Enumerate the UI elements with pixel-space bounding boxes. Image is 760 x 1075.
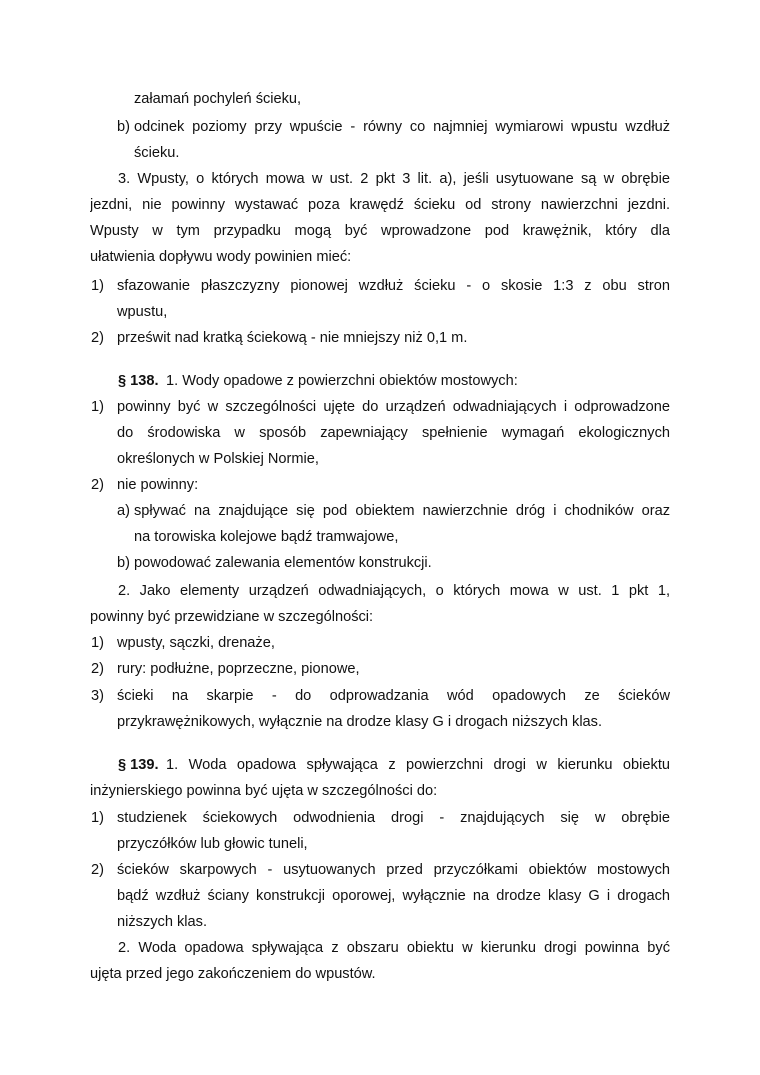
line-text: 1. Woda opadowa spływająca z powierzchni drogi w kierunku obiektu — [166, 757, 670, 773]
line-text: przykrawężnikowych, wyłącznie na drodze klasy G i drogach niższych klas. — [117, 714, 603, 730]
section-number: § 139. — [118, 757, 159, 773]
text-line — [0, 831, 760, 857]
line-text: spływać na znajdujące się pod obiektem nawierzchnie dróg i chodników oraz — [134, 503, 670, 519]
text-line — [0, 299, 760, 325]
line-text: niższych klas. — [117, 914, 208, 930]
text-line — [0, 86, 760, 112]
line-text: powinny być przewidziane w szczególności: — [90, 609, 374, 625]
list-label: 1) — [91, 399, 104, 415]
line-text: 3. Wpusty, o których mowa w ust. 2 pkt 3 lit. a), jeśli usytuowane są w obrębie — [118, 171, 670, 187]
list-item-1 — [0, 273, 760, 299]
text-line — [0, 709, 760, 735]
paragraph-line — [0, 218, 760, 244]
line-text: ścieków skarpowych - usytuowanych przed przyczółkami obiektów mostowych — [117, 862, 670, 878]
paragraph-line — [0, 604, 760, 630]
list-item-1 — [0, 630, 760, 656]
list-label: 1) — [91, 810, 104, 826]
line-text: sfazowanie płaszczyzny pionowej wzdłuż ścieku - o skosie 1:3 z obu stron — [117, 278, 670, 294]
text-line — [0, 909, 760, 935]
list-item-2 — [0, 325, 760, 351]
line-text: wpusty, sączki, drenaże, — [117, 635, 275, 651]
list-label: 1) — [91, 635, 104, 651]
line-text: określonych w Polskiej Normie, — [117, 451, 319, 467]
list-label: 2) — [91, 477, 104, 493]
list-label: b) — [117, 555, 130, 571]
text-line — [0, 883, 760, 909]
line-text: do środowiska w sposób zapewniający spełnienie wymagań ekologicznych — [117, 425, 670, 441]
list-item-1 — [0, 805, 760, 831]
paragraph-line — [0, 935, 760, 961]
list-item-2 — [0, 857, 760, 883]
list-label: 2) — [91, 330, 104, 346]
line-text: 2. Woda opadowa spływająca z obszaru obiektu w kierunku drogi powinna być — [118, 940, 670, 956]
line-text: jezdni, nie powinny wystawać poza krawędź ścieku od strony nawierzchni jezdni. — [90, 197, 670, 213]
line-text: ujęta przed jego zakończeniem do wpustów. — [90, 966, 376, 982]
paragraph-line — [0, 961, 760, 987]
line-text: bądź wzdłuż ściany konstrukcji oporowej, wyłącznie na drodze klasy G i drogach — [117, 888, 670, 904]
section-138-heading — [0, 368, 760, 394]
line-text: przyczółków lub głowic tuneli, — [117, 836, 308, 852]
line-text: Wpusty w tym przypadku mogą być wprowadzone pod krawężnik, który dla — [90, 223, 670, 239]
line-text: inżynierskiego powinna być ujęta w szczególności do: — [90, 783, 438, 799]
list-item-1 — [0, 394, 760, 420]
line-text: wpustu, — [117, 304, 168, 320]
line-text: prześwit nad kratką ściekową - nie mniejszy niż 0,1 m. — [117, 330, 468, 346]
line-text: załamań pochyleń ścieku, — [134, 91, 302, 107]
line-text: powodować zalewania elementów konstrukcji. — [134, 555, 432, 571]
line-text: ścieki na skarpie - do odprowadzania wód opadowych ze ścieków — [117, 688, 670, 704]
paragraph-line — [0, 778, 760, 804]
text-line — [0, 524, 760, 550]
line-text: ułatwienia dopływu wody powinien mieć: — [90, 249, 352, 265]
line-text: odcinek poziomy przy wpuście - równy co najmniej wymiarowi wpustu wzdłuż — [134, 119, 670, 135]
paragraph-line — [0, 244, 760, 270]
line-text: rury: podłużne, poprzeczne, pionowe, — [117, 661, 360, 677]
list-item-a — [0, 498, 760, 524]
list-label: b) — [117, 119, 130, 135]
paragraph-line — [0, 166, 760, 192]
paragraph-line — [0, 578, 760, 604]
list-label: a) — [117, 503, 130, 519]
list-item-3 — [0, 683, 760, 709]
list-item-b — [0, 114, 760, 140]
list-item-2 — [0, 656, 760, 682]
line-text: na torowiska kolejowe bądź tramwajowe, — [134, 529, 399, 545]
list-item-b — [0, 550, 760, 576]
line-text: 1. Wody opadowe z powierzchni obiektów mostowych: — [166, 373, 518, 389]
list-label: 3) — [91, 688, 104, 704]
line-text: powinny być w szczególności ujęte do urządzeń odwadniających i odprowadzone — [117, 399, 670, 415]
paragraph-line — [0, 192, 760, 218]
list-label: 1) — [91, 278, 104, 294]
line-text: 2. Jako elementy urządzeń odwadniających, o których mowa w ust. 1 pkt 1, — [118, 583, 670, 599]
section-number: § 138. — [118, 373, 159, 389]
list-item-2 — [0, 472, 760, 498]
section-139-heading — [0, 752, 760, 778]
line-text: nie powinny: — [117, 477, 199, 493]
line-text: ścieku. — [134, 145, 180, 161]
line-text: studzienek ściekowych odwodnienia drogi - znajdujących się w obrębie — [117, 810, 670, 826]
text-line — [0, 446, 760, 472]
text-line — [0, 140, 760, 166]
text-line — [0, 420, 760, 446]
list-label: 2) — [91, 661, 104, 677]
list-label: 2) — [91, 862, 104, 878]
